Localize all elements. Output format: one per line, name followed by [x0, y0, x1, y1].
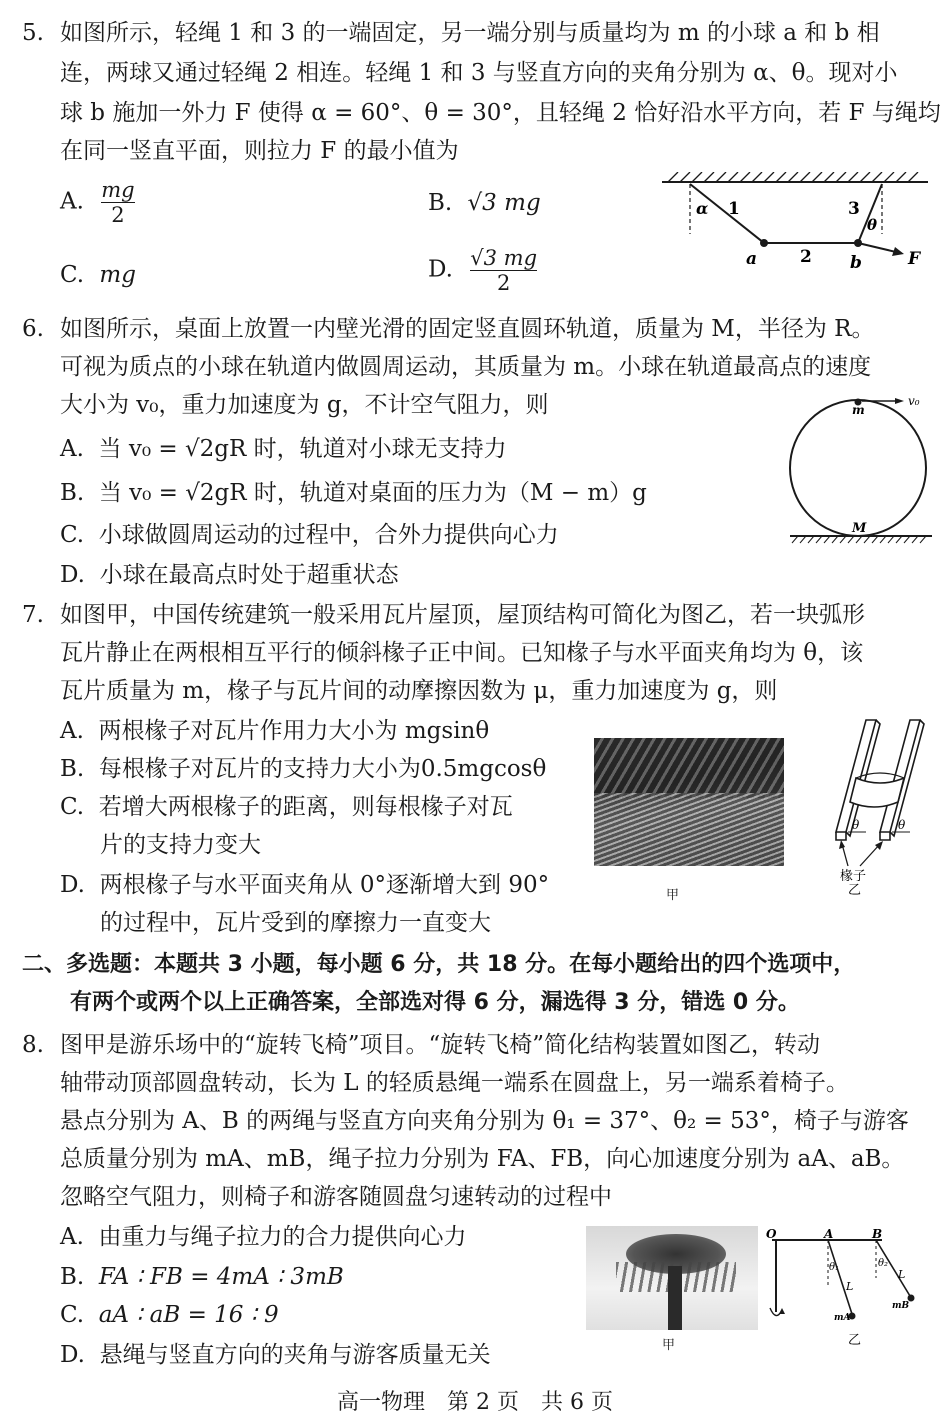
q5-rope-1-label: 1 [728, 199, 740, 219]
q6-option-a [60, 434, 507, 464]
q5-option-a-denominator: 2 [111, 203, 125, 227]
q8-option-a [60, 1222, 467, 1252]
q6-option-d-label: D. [60, 562, 85, 588]
q6-m-label: m [852, 403, 865, 417]
q8-option-d-text: 悬绳与竖直方向的夹角与游客质量无关 [99, 1342, 491, 1368]
q8-option-d-label: D. [60, 1342, 85, 1368]
q7-option-b [60, 754, 546, 784]
q7-option-d [60, 870, 549, 900]
q5-theta-label: θ [867, 216, 878, 234]
q8-line-4: 总质量分别为 mA、mB，绳子拉力分别为 FA、FB，向心加速度分别为 aA、aB。 [60, 1146, 905, 1172]
q7-option-d-text: 两根椽子与水平面夹角从 0°逐渐增大到 90° [99, 872, 550, 898]
q5-rope-2-label: 2 [800, 247, 812, 267]
q8-option-b [60, 1262, 344, 1292]
q5-ball-a [760, 239, 768, 247]
q7-option-c-cont-text: 片的支持力变大 [100, 832, 261, 858]
q5-option-a-label: A. [60, 188, 84, 215]
q6-number: 6. [22, 316, 44, 342]
q8-option-c-label: C. [60, 1302, 85, 1328]
q6-ring-figure [780, 388, 940, 548]
q5-option-d-denominator: 2 [496, 271, 511, 295]
q6-M-label: M [852, 521, 867, 536]
q7-line-3: 瓦片质量为 m，椽子与瓦片间的动摩擦因数为 μ，重力加速度为 g，则 [60, 678, 778, 704]
q6-line-1: 如图所示，桌面上放置一内壁光滑的固定竖直圆环轨道，质量为 M，半径为 R。 [60, 316, 875, 342]
q5-option-d-fraction [470, 246, 537, 295]
q7-line-1: 如图甲，中国传统建筑一般采用瓦片屋顶，屋顶结构可简化为图乙，若一块弧形 [60, 602, 865, 628]
q6-option-b [60, 478, 647, 508]
page-footer: 高一物理 第 2 页 共 6 页 [337, 1390, 613, 1415]
q7-option-d-cont [100, 908, 491, 938]
q6-option-c-text: 小球做圆周运动的过程中，合外力提供向心力 [98, 522, 559, 548]
q5-option-d [428, 246, 537, 295]
q5-option-c-text: mg [99, 262, 136, 288]
q7-option-d-label: D. [60, 872, 85, 898]
q8-number: 8. [22, 1032, 44, 1058]
q5-ball-b-label: b [850, 253, 862, 273]
q7-option-a [60, 716, 489, 746]
q8-mA-label: mA [834, 1313, 851, 1323]
q8-rope-A [828, 1240, 852, 1314]
q8-line-3: 悬点分别为 A、B 的两绳与竖直方向夹角分别为 θ₁ = 37°、θ₂ = 53°，椅子与游客 [60, 1108, 909, 1134]
q7-roof-photo [594, 738, 784, 866]
q5-force-arrow [858, 243, 896, 252]
q5-option-a-numerator: mg [101, 178, 135, 202]
q7-theta-right: θ [898, 818, 906, 832]
q8-L1-label: L [846, 1280, 854, 1293]
q5-option-a [60, 178, 135, 227]
q6-option-b-text: 当 v₀ = √2gR 时，轨道对桌面的压力为（M − m）g [98, 480, 647, 506]
q5-option-b-label: B. [428, 190, 453, 216]
q8-O-label: O [766, 1227, 777, 1241]
q5-force-label: F [908, 249, 921, 269]
q6-option-b-label: B. [60, 480, 85, 506]
q6-option-a-text: 当 v₀ = √2gR 时，轨道对小球无支持力 [98, 436, 507, 462]
q8-diagram-caption: 乙 [848, 1333, 862, 1348]
q7-option-c [60, 792, 513, 822]
q6-v0-label: v₀ [908, 394, 920, 408]
q7-number: 7. [22, 602, 44, 628]
section2-header-line-1: 二、多选题：本题共 3 小题，每小题 6 分，共 18 分。在每小题给出的四个选项中， [22, 952, 856, 977]
q8-swing-ride-photo [586, 1226, 758, 1330]
q7-option-c-label: C. [60, 794, 85, 820]
q5-option-d-numerator: √3 mg [470, 246, 538, 270]
q7-theta-left: θ [852, 818, 860, 832]
q5-rope-3 [858, 184, 882, 243]
q8-L2-label: L [898, 1268, 906, 1281]
q6-option-a-label: A. [60, 436, 84, 462]
section2-header-line-2: 有两个或两个以上正确答案，全部选对得 6 分，漏选得 3 分，错选 0 分。 [70, 990, 800, 1015]
q5-line-1: 如图所示，轻绳 1 和 3 的一端固定，另一端分别与质量均为 m 的小球 a 和 b 相 [60, 20, 880, 46]
q6-option-c-label: C. [60, 522, 85, 548]
q8-theta1-label: θ₁ [829, 1262, 840, 1273]
q6-ring-track [790, 400, 926, 536]
q5-ball-a-label: a [746, 249, 758, 269]
q5-option-b [428, 188, 541, 218]
q8-line-1: 图甲是游乐场中的“旋转飞椅”项目。“旋转飞椅”简化结构装置如图乙，转动 [60, 1032, 821, 1058]
q8-mB-label: mB [892, 1301, 910, 1311]
q8-option-c-text: aA ∶ aB = 16 ∶ 9 [98, 1302, 279, 1328]
q7-photo-caption: 甲 [666, 888, 680, 903]
q7-tile [850, 778, 904, 807]
q7-option-c-text: 若增大两根椽子的距离，则每根椽子对瓦 [98, 794, 513, 820]
q5-line-3: 球 b 施加一外力 F 使得 α = 60°、θ = 30°，且轻绳 2 恰好沿水平方向，若 F 与绳均 [60, 100, 941, 126]
q7-option-b-label: B. [60, 756, 85, 782]
q7-option-b-text: 每根椽子对瓦片的支持力大小为0.5mgcosθ [98, 756, 547, 782]
q8-A-label: A [824, 1227, 834, 1241]
q5-rope-figure [660, 172, 930, 280]
q5-option-b-text: √3 mg [467, 190, 541, 216]
q8-theta2-label: θ₂ [878, 1258, 889, 1269]
q5-number: 5. [22, 20, 44, 46]
q8-option-b-text: FA ∶ FB = 4mA ∶ 3mB [98, 1264, 344, 1290]
q5-line-2: 连，两球又通过轻绳 2 相连。轻绳 1 和 3 与竖直方向的夹角分别为 α、θ。现对小 [60, 60, 898, 86]
q5-option-a-fraction [101, 178, 134, 227]
q6-line-2: 可视为质点的小球在轨道内做圆周运动，其质量为 m。小球在轨道最高点的速度 [60, 354, 872, 380]
q7-option-c-cont [100, 830, 261, 860]
q5-option-d-label: D. [428, 256, 453, 283]
q7-option-d-cont-text: 的过程中，瓦片受到的摩擦力一直变大 [100, 910, 491, 936]
q5-option-c-label: C. [60, 262, 85, 288]
q6-option-d [60, 560, 399, 590]
q7-rafter-label: 椽子 [840, 869, 867, 884]
q5-line-4: 在同一竖直平面，则拉力 F 的最小值为 [60, 138, 459, 164]
q5-alpha-label: α [696, 199, 709, 218]
q8-option-d [60, 1340, 491, 1370]
q8-B-label: B [872, 1227, 883, 1241]
q7-line-2: 瓦片静止在两根相互平行的倾斜椽子正中间。已知椽子与水平面夹角均为 θ，该 [60, 640, 864, 666]
q8-option-a-text: 由重力与绳子拉力的合力提供向心力 [98, 1224, 467, 1250]
q8-option-a-label: A. [60, 1224, 84, 1250]
q8-line-5: 忽略空气阻力，则椅子和游客随圆盘匀速转动的过程中 [60, 1184, 612, 1210]
q8-option-b-label: B. [60, 1264, 85, 1290]
q8-swing-diagram [762, 1226, 937, 1351]
q8-photo-caption: 甲 [662, 1338, 676, 1353]
q6-option-c [60, 520, 559, 550]
q6-line-3: 大小为 v₀，重力加速度为 g，不计空气阻力，则 [60, 392, 549, 418]
q7-rafter-diagram [818, 716, 940, 896]
q5-option-c [60, 260, 136, 290]
q5-rope-3-label: 3 [848, 199, 860, 219]
q8-option-c [60, 1300, 279, 1330]
q6-option-d-text: 小球在最高点时处于超重状态 [99, 562, 399, 588]
q8-line-2: 轴带动顶部圆盘转动，长为 L 的轻质悬绳一端系在圆盘上，另一端系着椅子。 [60, 1070, 849, 1096]
q7-diagram-caption: 乙 [848, 883, 862, 896]
q7-option-a-text: 两根椽子对瓦片作用力大小为 mgsinθ [98, 718, 490, 744]
q7-option-a-label: A. [60, 718, 84, 744]
